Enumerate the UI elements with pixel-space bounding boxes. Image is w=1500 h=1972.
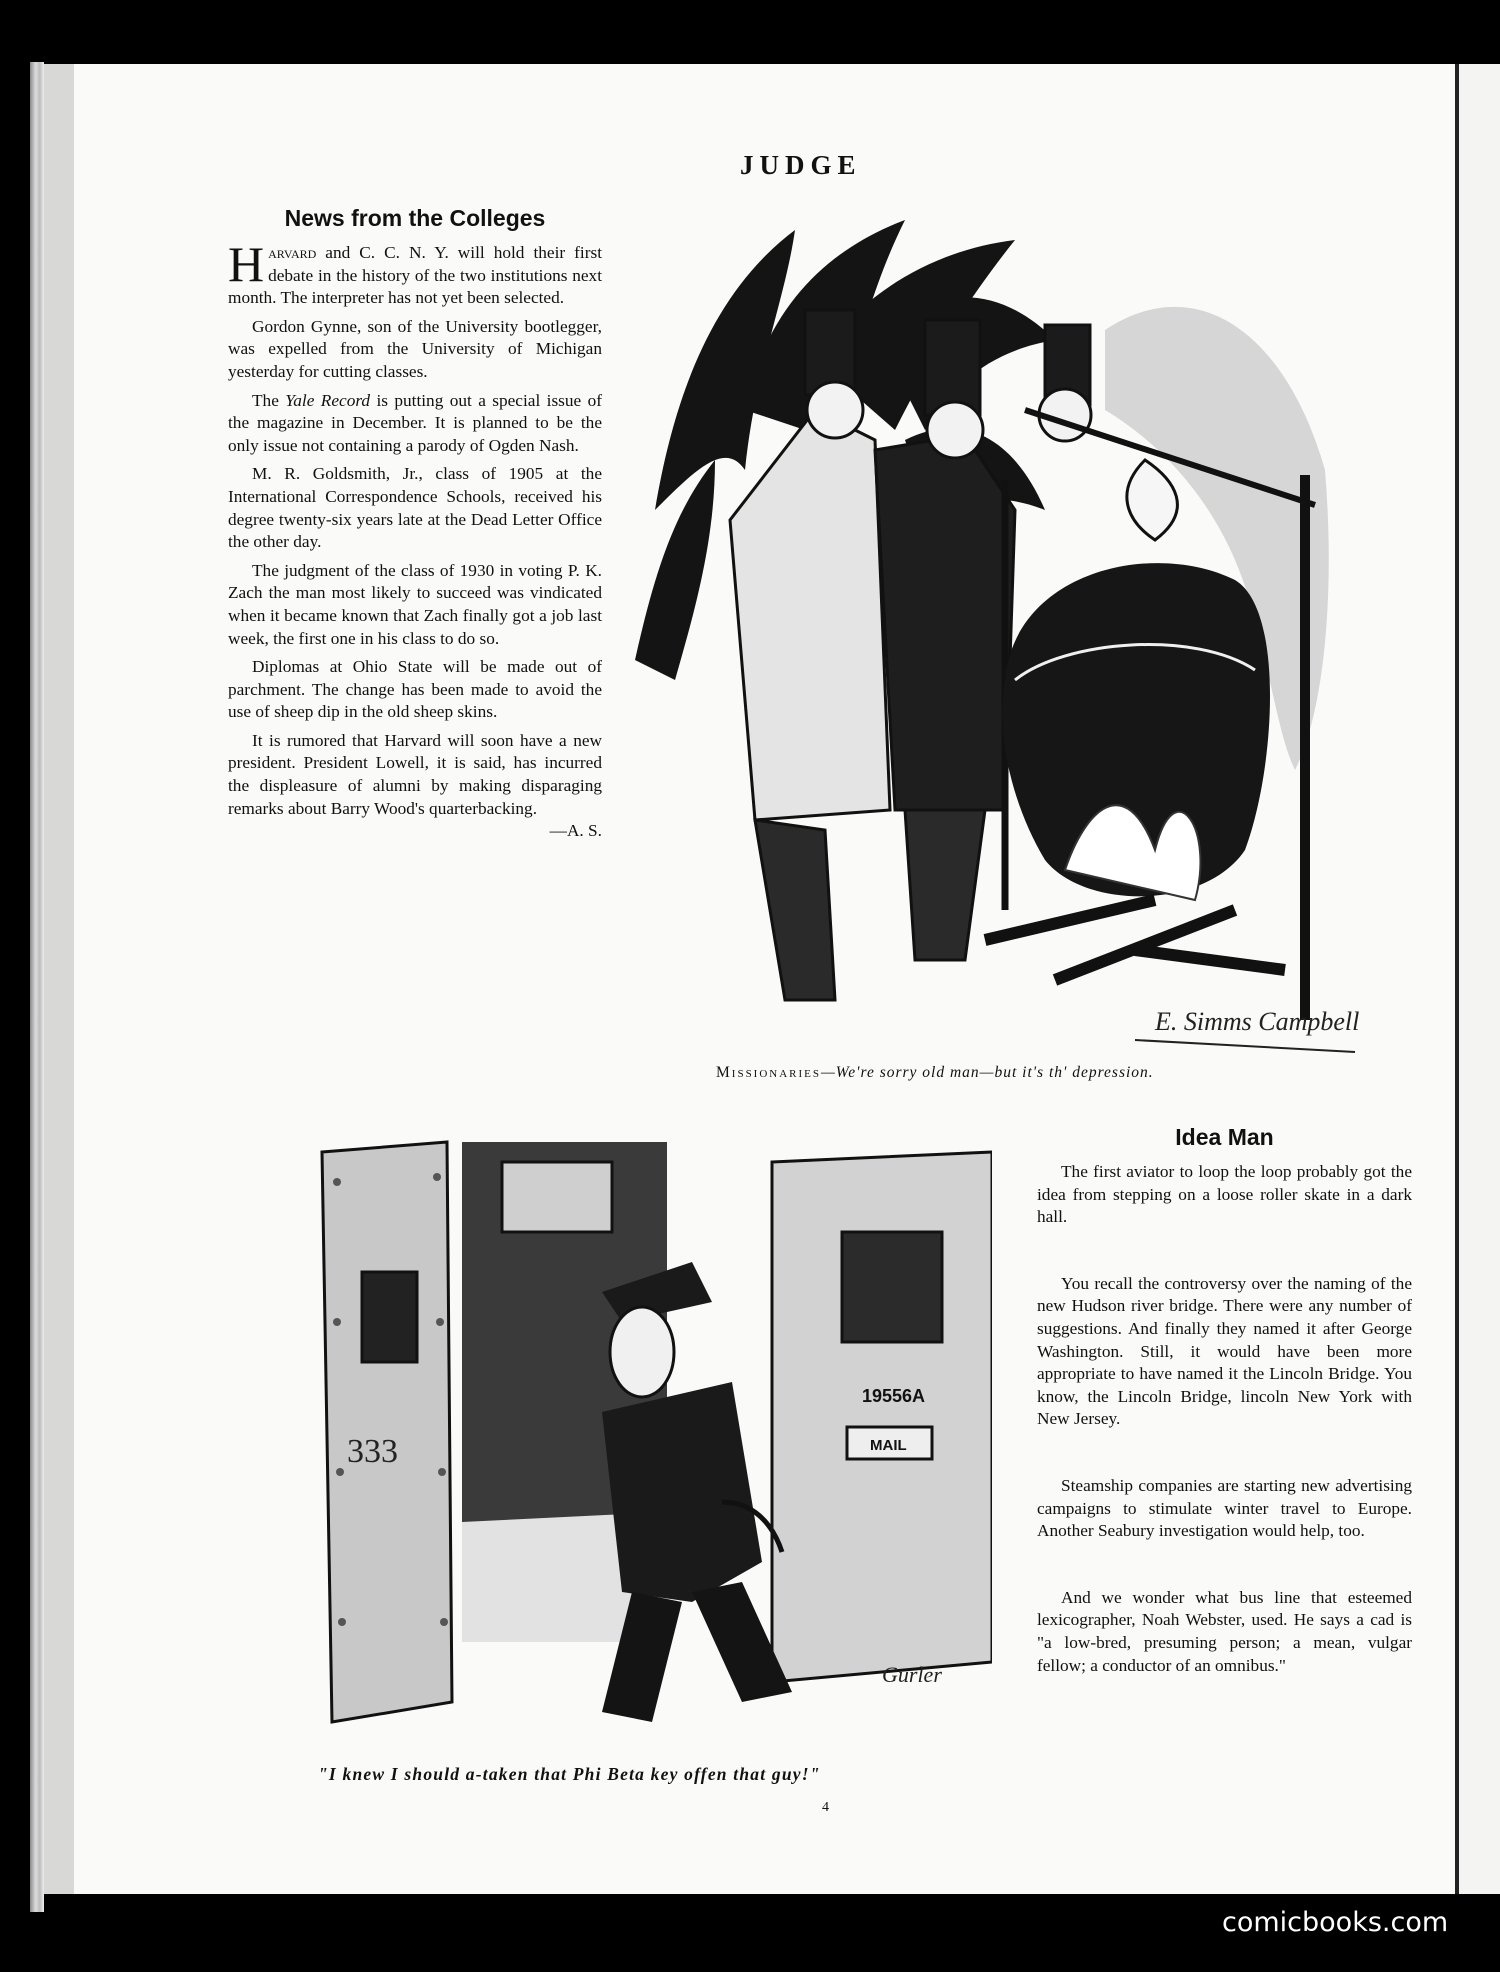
paragraph-text: and C. C. N. Y. will hold their first debate in the history of the two institutions next month. The interpreter has not yet been selected. (228, 243, 602, 308)
prison-guard (602, 1262, 792, 1722)
paragraph-text: The (252, 390, 286, 410)
face-2 (927, 402, 983, 458)
news-paragraph (228, 390, 602, 458)
news-paragraph: Gordon Gynne, son of the University bootlegger, was expelled from the University of Michigan yesterday for cutting classes. (228, 316, 602, 381)
idea-man-column (1037, 1124, 1412, 1721)
open-cell-door (322, 1142, 452, 1722)
door-window-bars (362, 1272, 417, 1362)
news-paragraph (228, 236, 602, 310)
magazine-title: Yale Record (285, 390, 371, 410)
news-column (228, 205, 602, 843)
missionaries-cartoon (635, 210, 1365, 1060)
news-paragraph: Diplomas at Ohio State will be made out of parchment. The change has been made to avoid the use of sheep dip in the old sheep skins. (228, 657, 602, 722)
idea-paragraph: You recall the controversy over the naming of the new Hudson river bridge. There were any number of suggestions. And finally they named it after George Washington. Still, it would have been more appropriate to have named it the Lincoln Bridge. You know, the Lincoln Bridge, lincoln New York with New Jersey. (1037, 1273, 1412, 1429)
idea-paragraph: Steamship companies are starting new advertising campaigns to stimulate winter travel to Europe. Another Seabury investigation would help, too. (1037, 1475, 1412, 1541)
coat-2 (875, 435, 1015, 810)
artist-signature: E. Simms Campbell (1155, 1007, 1360, 1036)
guard-face (610, 1307, 674, 1397)
news-heading: News from the Colleges (284, 205, 546, 231)
legs-1 (755, 820, 835, 1000)
site-watermark: comicbooks.com (1222, 1907, 1449, 1938)
page-number: 4 (822, 1800, 829, 1815)
legs-2 (905, 810, 985, 960)
face-1 (807, 382, 863, 438)
artist-signature: Gurler (882, 1662, 942, 1687)
author-signature: —A. S. (549, 821, 602, 841)
coat-1 (730, 410, 890, 820)
paragraph-text: is putting out a special issue of the magazine in December. It is planned to be the only issue not containing a parody of Ogden Nash. (228, 390, 602, 455)
prison-cartoon (272, 1122, 992, 1752)
news-paragraph: M. R. Goldsmith, Jr., class of 1905 at the International Correspondence Schools, received his degree twenty-six years late at the Dead Letter Office the other day. (228, 464, 602, 552)
caption-text: —We're sorry old man—but it's th' depression. (821, 1064, 1154, 1081)
firewood (985, 900, 1285, 980)
idea-paragraph: And we wonder what bus line that esteemed lexicographer, Noah Webster, used. He says a cad is "a low-bred, presuming person; a mean, vulgar fellow; a conductor of an omnibus." (1037, 1587, 1412, 1675)
news-paragraph (228, 730, 602, 841)
guard-uniform (602, 1382, 762, 1602)
page-stack-edge (30, 62, 44, 1912)
back-window (502, 1162, 612, 1232)
caption-label: Missionaries (716, 1064, 822, 1081)
mail-slot-label: MAIL (870, 1437, 907, 1454)
idea-man-heading: Idea Man (1175, 1124, 1274, 1150)
dropcap: H (228, 236, 265, 292)
door-scratches: 333 (347, 1433, 398, 1470)
signature-line (1135, 1040, 1355, 1052)
missionaries-caption (716, 1064, 1154, 1082)
running-head: JUDGE (740, 150, 862, 180)
paragraph-text: It is rumored that Harvard will soon have a new president. President Lowell, it is said, has incurred the displeasure of alumni by making disparaging remarks about Barry Wood's quarterbacking. (228, 730, 602, 818)
prison-caption: "I knew I should a-taken that Phi Beta key offen that guy!" (318, 1764, 821, 1784)
guard-legs (602, 1582, 792, 1722)
next-cell-window (842, 1232, 942, 1342)
facing-page-edge (1455, 64, 1500, 1894)
cell-number-label: 19556A (862, 1386, 926, 1406)
idea-paragraph: The first aviator to loop the loop probably got the idea from stepping on a loose roller skate in a dark hall. (1037, 1162, 1412, 1227)
cannibal-figure (1127, 460, 1178, 540)
news-paragraph: The judgment of the class of 1930 in voting P. K. Zach the man most likely to succeed was vindicated when it became known that Zach finally got a job last week, the first one in his class to do so. (228, 560, 602, 648)
smallcaps-word: arvard (268, 243, 317, 262)
